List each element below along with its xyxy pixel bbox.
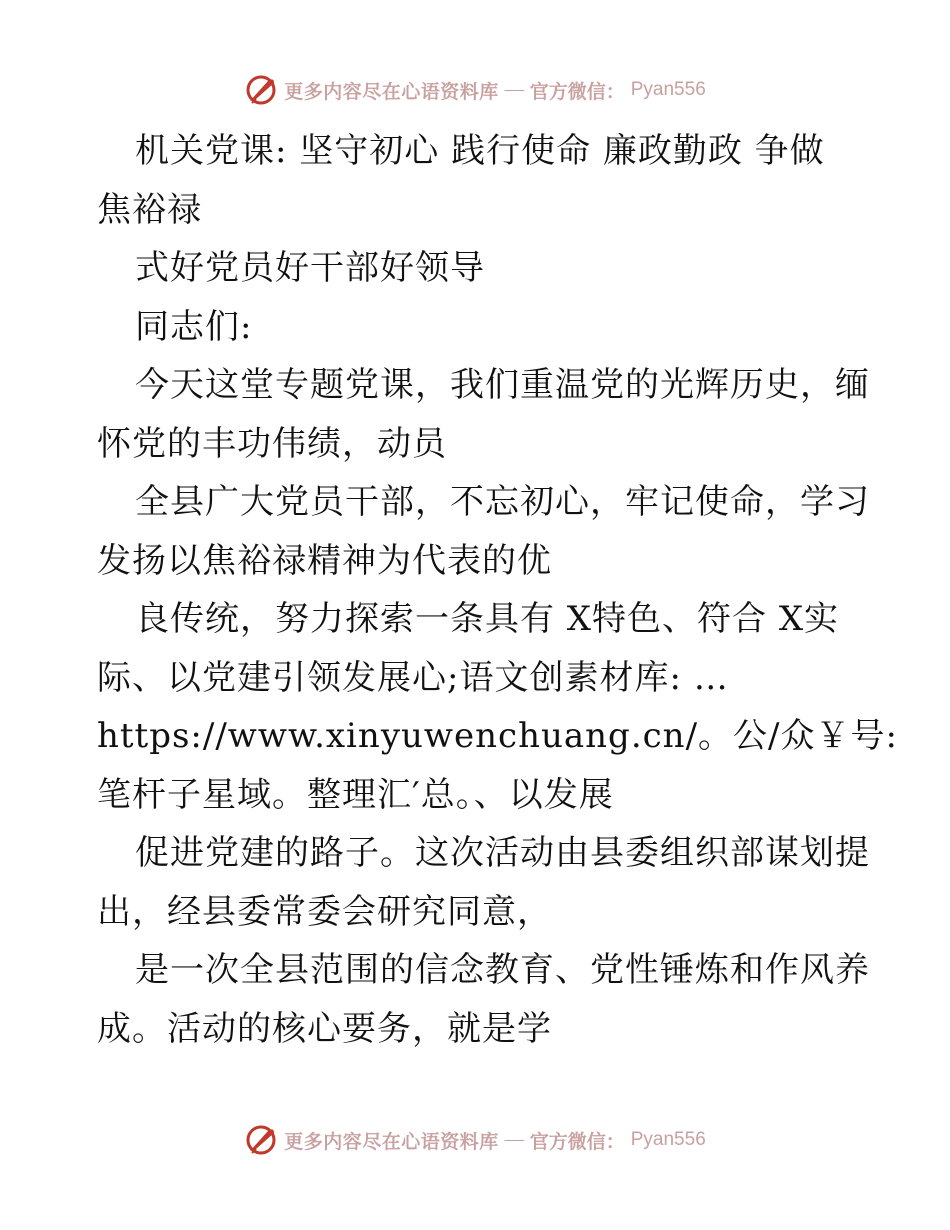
feather-pen-logo-icon	[244, 73, 278, 107]
body-line: 是一次全县范围的信念教育、党性锤炼和作风养	[135, 950, 870, 990]
body-line: 出，经县委常委会研究同意，	[97, 891, 552, 932]
body-line: 际、以党建引领发展心;语文创素材库: …	[97, 657, 729, 698]
footer-banner	[0, 1120, 950, 1160]
body-line: 机关党课: 坚守初心 践行使命 廉政勤政 争做	[135, 131, 825, 171]
banner-title: 更多内容尽在心语资料库	[284, 81, 499, 103]
banner-official-label: 官方微信：	[529, 81, 625, 103]
banner-wechat-id: Pyan556	[630, 1129, 706, 1150]
body-line: 式好党员好干部好领导	[135, 248, 485, 288]
body-line: 成。活动的核心要务，就是学	[97, 1008, 552, 1049]
feather-pen-logo-icon	[244, 1123, 278, 1157]
body-line: 笔杆子星域。整理汇′总。、以发展	[97, 774, 614, 815]
banner-official-label: 官方微信：	[529, 1131, 625, 1153]
banner-title: 更多内容尽在心语资料库	[284, 1131, 499, 1153]
body-line: 焦裕禄	[97, 189, 202, 230]
body-line: 良传统，努力探索一条具有 X特色、符合 X实	[135, 599, 840, 639]
body-line: 同志们:	[135, 306, 253, 347]
body-line-url: https://www.xinyuwenchuang.cn/。公/众￥号:	[97, 716, 898, 756]
document-body	[97, 122, 898, 1058]
header-banner	[0, 70, 950, 110]
body-line: 今天这堂专题党课，我们重温党的光辉历史，缅	[135, 365, 870, 405]
banner-dash: —	[504, 79, 524, 100]
body-line: 怀党的丰功伟绩，动员	[97, 423, 447, 464]
body-line: 全县广大党员干部，不忘初心，牢记使命，学习	[135, 482, 870, 522]
banner-wechat-id: Pyan556	[630, 79, 706, 100]
body-line: 发扬以焦裕禄精神为代表的优	[97, 540, 552, 581]
body-line: 促进党建的路子。这次活动由县委组织部谋划提	[135, 833, 870, 873]
banner-dash: —	[504, 1129, 524, 1150]
